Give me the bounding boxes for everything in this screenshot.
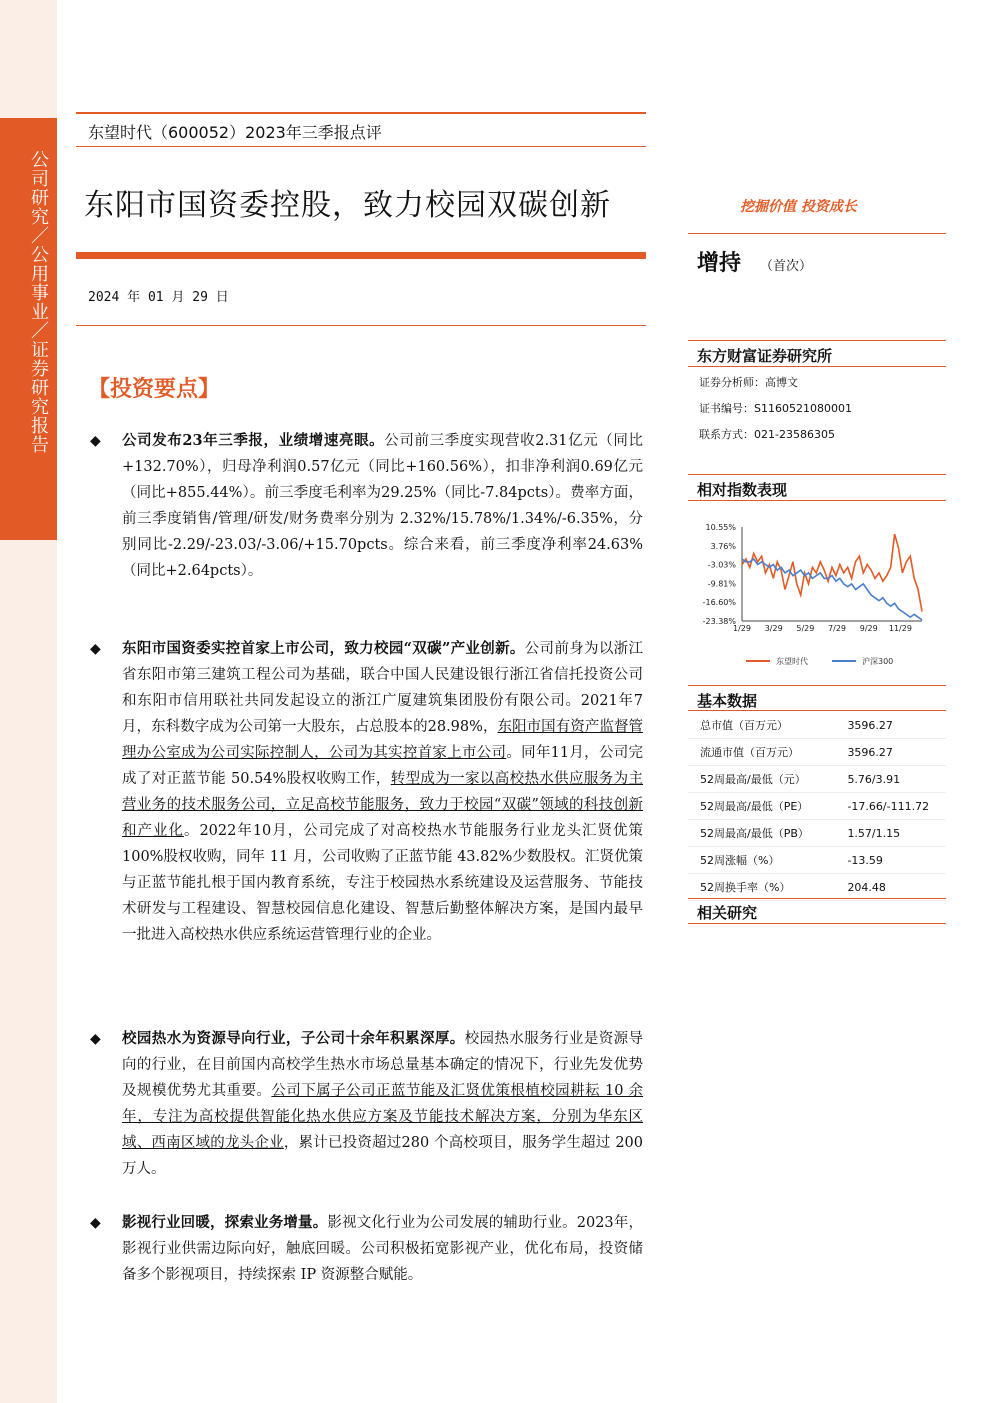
y-tick-label: -3.03% bbox=[707, 560, 736, 570]
basic-data-row bbox=[688, 820, 946, 847]
point-4-lead: 影视行业回暖，探索业务增量。 bbox=[122, 1214, 328, 1231]
relative-index-chart bbox=[688, 515, 946, 675]
rating-note: （首次） bbox=[760, 259, 813, 274]
title-bar bbox=[76, 252, 646, 259]
basic-data-row bbox=[688, 793, 946, 820]
point-1 bbox=[90, 428, 643, 584]
x-tick-label: 11/29 bbox=[888, 624, 912, 633]
right-rule bbox=[688, 685, 946, 686]
point-1-body: 公司前三季度实现营收2.31亿元（同比+132.70%），归母净利润0.57亿元（同比+160.56%），扣非净利润0.69亿元（同比+855.44%）。前三季度毛利率为29.25%（同比-7.84pcts）。费率方面，前三季度销售/管理/研发/财务费率分别为 2.32%/15.78%/1.34%/-6.35%，分别同比-2.29/-23.03/-3.06/+15.70pcts。综合来看，前三季度净利率24.63%（同比+2.64pcts）。 bbox=[122, 433, 643, 579]
y-tick-label: 10.55% bbox=[705, 523, 736, 532]
point-2-lead: 东阳市国资委实控首家上市公司，致力校园“双碳”产业创新。 bbox=[122, 640, 525, 657]
institute-name: 东方财富证券研究所 bbox=[697, 347, 833, 365]
header-mid-rule bbox=[76, 146, 646, 147]
right-rule bbox=[688, 233, 946, 234]
basic-data-row bbox=[688, 739, 946, 766]
date-rule bbox=[76, 325, 646, 326]
point-3 bbox=[90, 1026, 643, 1182]
basic-data-table bbox=[688, 712, 946, 901]
point-2-body-a: 公司前身为以浙江省东阳市第三建筑工程公司为基础，联合中国人民建设银行浙江省信托投资公司和东阳市信用联社共同发起设立的浙江广厦建筑集团股份有限公司。2021年7月，东科数字成为公司第一大股东，占总股本的28.98%， bbox=[122, 641, 643, 735]
x-tick-label: 5/29 bbox=[796, 624, 815, 633]
right-rule bbox=[688, 500, 946, 501]
point-4 bbox=[90, 1210, 643, 1288]
x-tick-label: 3/29 bbox=[764, 624, 783, 633]
basic-data-row bbox=[688, 847, 946, 874]
x-tick-label: 9/29 bbox=[859, 624, 878, 633]
report-date: 2024 年 01 月 29 日 bbox=[88, 290, 229, 305]
basic-data-label: 52周换手率（%） bbox=[688, 874, 829, 901]
series-line-1 bbox=[742, 534, 922, 612]
basic-data-value: 3596.27 bbox=[829, 712, 946, 739]
diamond-bullet-icon: ◆ bbox=[90, 433, 101, 449]
basic-data-row bbox=[688, 874, 946, 901]
basic-data-label: 总市值（百万元） bbox=[688, 712, 829, 739]
right-rule bbox=[688, 710, 946, 711]
point-3-underline-a: 公司下属子公司正蓝节能及汇贤优策根植校园耕耘 10 余年，专注为高校提供智能化热水供应方案及节能技术解决方案，分别为华东区域、西南区域的龙头企业 bbox=[122, 1083, 644, 1151]
point-2-underline-b: 转型成为一家以高校热水供应服务为主营业务的技术服务公司，立足高校节能服务，致力于校园“双碳”领域的科技创新和产业化 bbox=[122, 771, 643, 839]
point-2-body-b: 。同年11月，公司完成了对正蓝节能 50.54%股权收购工作， bbox=[122, 745, 644, 787]
diamond-bullet-icon: ◆ bbox=[90, 1031, 101, 1047]
slogan: 挖掘价值 投资成长 bbox=[740, 199, 857, 215]
analyst-name: 证券分析师：高博文 bbox=[699, 376, 798, 389]
chart-svg bbox=[688, 515, 946, 675]
right-rule bbox=[688, 474, 946, 475]
point-3-body-a: 校园热水服务行业是资源导向的行业，在目前国内高校学生热水市场总量基本确定的情况下，行业先发优势及规模优势尤其重要。 bbox=[122, 1031, 644, 1099]
point-2-underline-a: 东阳市国有资产监督管理办公室成为公司实际控制人，公司为其实控首家上市公司 bbox=[122, 719, 643, 761]
point-2-body-c: 。2022年10月，公司完成了对高校热水节能服务行业龙头汇贤优策 100%股权收购，同年 11 月，公司收购了正蓝节能 43.82%少数股权。汇贤优策与正蓝节能扎根于国内教育系统，专注于校园热水系统建设及运营服务、节能技术研发与工程建设、智慧校园信息化建设、智慧后勤整体解决方案，是国内最早一批进入高校热水供应系统运营管理行业的企业。 bbox=[122, 823, 644, 943]
basic-data-heading: 基本数据 bbox=[697, 692, 758, 710]
basic-data-value: 1.57/1.15 bbox=[829, 820, 946, 847]
basic-data-row bbox=[688, 766, 946, 793]
related-research-heading: 相关研究 bbox=[697, 904, 758, 922]
right-rule bbox=[688, 340, 946, 341]
point-1-lead: 公司发布23年三季报，业绩增速亮眼。 bbox=[122, 432, 385, 449]
report-subtitle: 东望时代（600052）2023年三季报点评 bbox=[88, 123, 382, 142]
rating: 增持 bbox=[697, 251, 742, 276]
x-tick-label: 1/29 bbox=[733, 624, 751, 633]
basic-data-label: 52周最高/最低（PE） bbox=[688, 793, 829, 820]
diamond-bullet-icon: ◆ bbox=[90, 641, 101, 657]
cert-number: 证书编号：S1160521080001 bbox=[699, 402, 852, 415]
basic-data-value: 5.76/3.91 bbox=[829, 766, 946, 793]
legend-label: 东望时代 bbox=[776, 657, 808, 666]
basic-data-value: -17.66/-111.72 bbox=[829, 793, 946, 820]
basic-data-label: 52周最高/最低（PB） bbox=[688, 820, 829, 847]
report-title: 东阳市国资委控股，致力校园双碳创新 bbox=[84, 188, 611, 223]
chart-heading: 相对指数表现 bbox=[697, 481, 788, 499]
y-tick-label: -9.81% bbox=[707, 579, 736, 589]
investment-points-heading: 【投资要点】 bbox=[88, 377, 221, 402]
report-category-vertical: 公司研究／公用事业／证券研究报告 bbox=[28, 150, 49, 454]
x-tick-label: 7/29 bbox=[828, 624, 847, 633]
point-3-lead: 校园热水为资源导向行业，子公司十余年积累深厚。 bbox=[122, 1030, 465, 1047]
basic-data-row bbox=[688, 712, 946, 739]
basic-data-value: 3596.27 bbox=[829, 739, 946, 766]
basic-data-label: 流通市值（百万元） bbox=[688, 739, 829, 766]
point-2 bbox=[90, 636, 643, 948]
header-top-rule bbox=[76, 112, 646, 114]
right-rule bbox=[688, 923, 946, 924]
y-tick-label: 3.76% bbox=[710, 541, 736, 551]
basic-data-label: 52周涨幅（%） bbox=[688, 847, 829, 874]
basic-data-label: 52周最高/最低（元） bbox=[688, 766, 829, 793]
point-4-body: 影视文化行业为公司发展的辅助行业。2023年，影视行业供需边际向好，触底回暖。公司积极拓宽影视产业，优化布局，投资储备多个影视项目，持续探索 IP 资源整合赋能。 bbox=[122, 1215, 643, 1283]
diamond-bullet-icon: ◆ bbox=[90, 1215, 101, 1231]
right-rule bbox=[688, 366, 946, 367]
point-3-body-b: ，累计已投资超过280 个高校项目，服务学生超过 200 万人。 bbox=[122, 1135, 643, 1177]
contact-phone: 联系方式：021-23586305 bbox=[699, 428, 835, 441]
legend-label: 沪深300 bbox=[862, 657, 894, 666]
basic-data-value: 204.48 bbox=[829, 874, 946, 901]
y-tick-label: -23.38% bbox=[702, 617, 736, 626]
basic-data-value: -13.59 bbox=[829, 847, 946, 874]
right-rule bbox=[688, 898, 946, 899]
y-tick-label: -16.60% bbox=[702, 598, 736, 608]
